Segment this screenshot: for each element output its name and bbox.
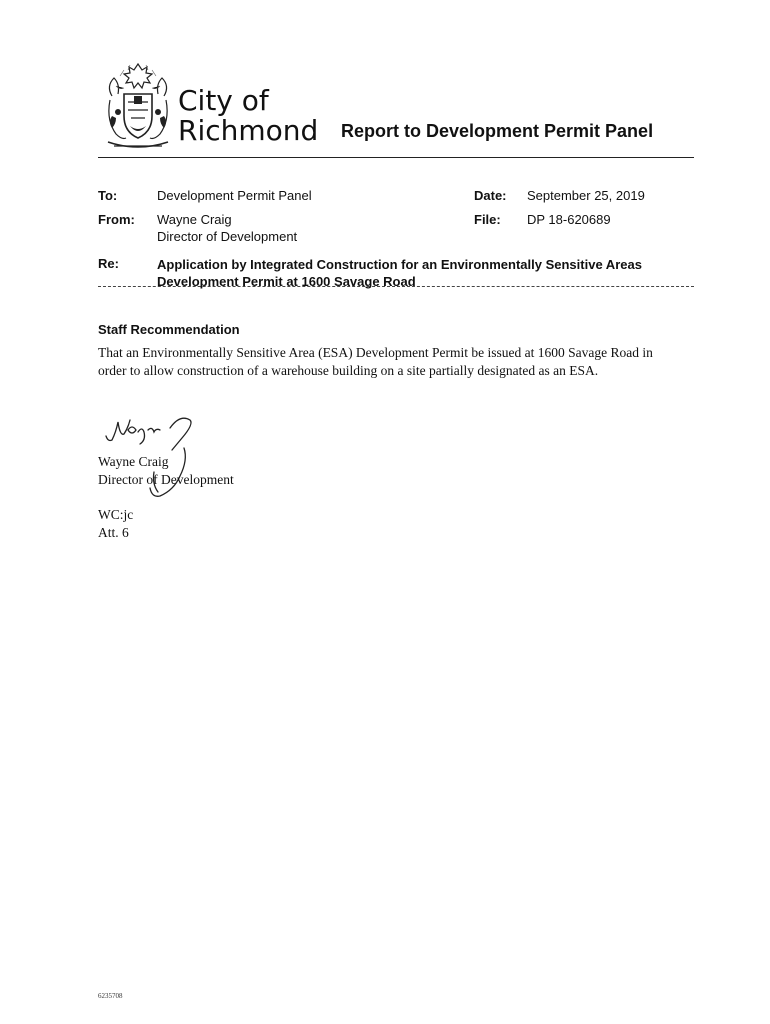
date-label: Date: (474, 188, 507, 203)
city-name-line1: City of (178, 84, 269, 117)
document-number: 6235708 (98, 992, 123, 1000)
city-name-line2: Richmond (178, 114, 319, 147)
initials: WC:jc (98, 507, 134, 522)
from-label: From: (98, 212, 135, 227)
to-value: Development Permit Panel (157, 188, 312, 203)
file-label: File: (474, 212, 501, 227)
section-heading-recommendation: Staff Recommendation (98, 322, 240, 337)
signatory-name: Wayne Craig (98, 454, 169, 469)
report-title: Report to Development Permit Panel (341, 121, 654, 141)
city-coat-of-arms-logo (98, 56, 178, 156)
re-rule (98, 286, 694, 287)
from-title: Director of Development (157, 229, 298, 244)
re-subject: Application by Integrated Construction for an Environmentally Sensitive Areas Development Permit at 1600 Savage Road (157, 257, 642, 289)
header-rule (98, 157, 694, 158)
file-value: DP 18-620689 (527, 212, 611, 227)
attachments: Att. 6 (98, 525, 129, 540)
from-name: Wayne Craig (157, 212, 232, 227)
recommendation-text: That an Environmentally Sensitive Area (ESA) Development Permit be issued at 1600 Savage Road in order to allow construction of a warehouse building on a site partially designated as an ESA. (98, 345, 653, 378)
date-value: September 25, 2019 (527, 188, 645, 203)
to-label: To: (98, 188, 118, 203)
signatory-title: Director of Development (98, 472, 234, 487)
re-label: Re: (98, 256, 119, 271)
